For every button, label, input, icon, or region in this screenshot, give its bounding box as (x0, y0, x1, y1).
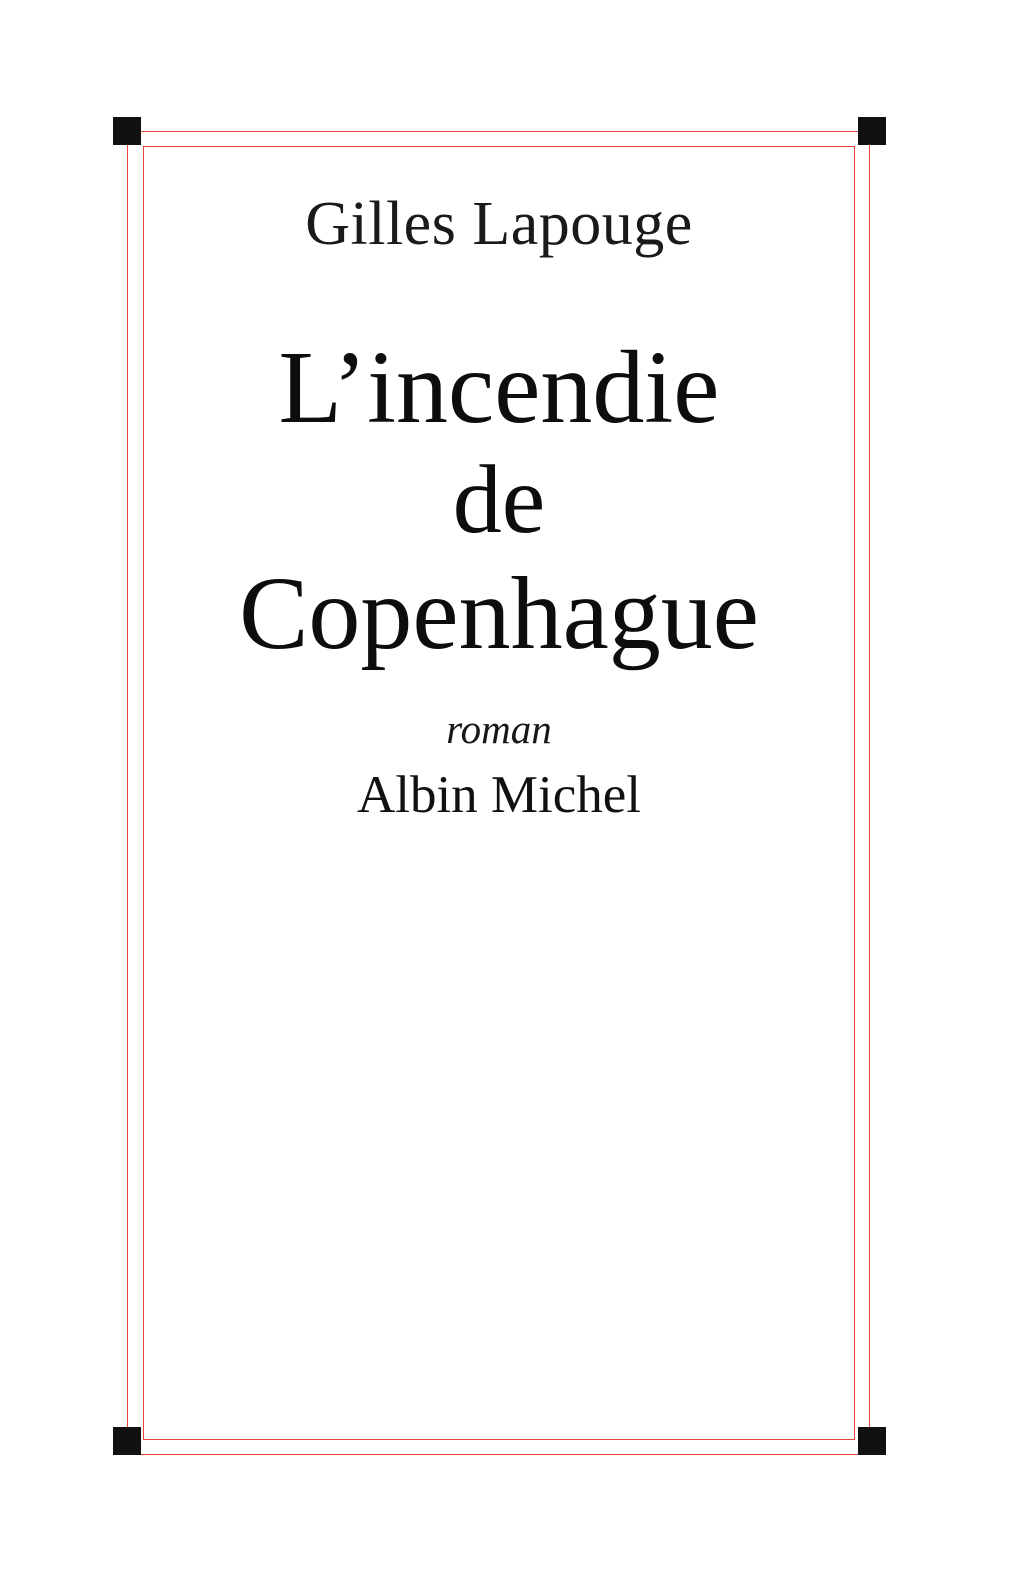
author-name: Gilles Lapouge (305, 190, 693, 258)
registration-mark-top-left (113, 117, 141, 145)
registration-mark-top-right (858, 117, 886, 145)
title-line-1: L’incendie (278, 330, 720, 445)
title-line-3: Copenhague (239, 556, 759, 672)
title-line-2: de (452, 446, 546, 555)
registration-mark-bottom-right (858, 1427, 886, 1455)
book-title (143, 330, 855, 673)
registration-mark-bottom-left (113, 1427, 141, 1455)
publisher-name: Albin Michel (356, 766, 642, 824)
genre-label: roman (446, 706, 552, 752)
